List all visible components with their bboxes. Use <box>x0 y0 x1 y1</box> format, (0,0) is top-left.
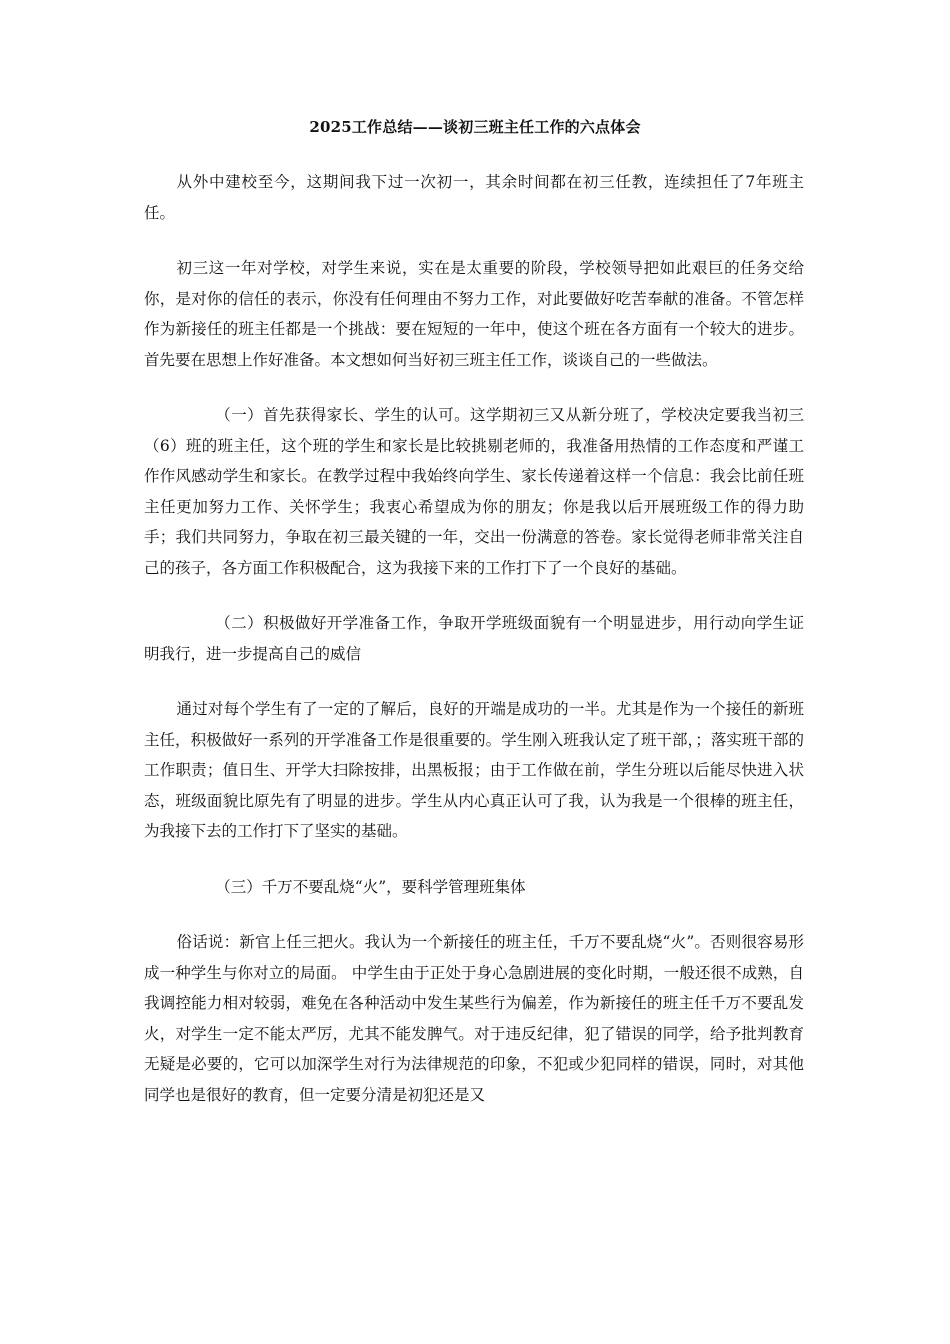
paragraph-point-three-heading: （三）千万不要乱烧“火”，要科学管理班集体 <box>215 877 526 896</box>
paragraph-point-two-body: 通过对每个学生有了一定的了解后，良好的开端是成功的一半。尤其是作为一个接任的新班主任，积极做好一系列的开学准备工作是很重要的。学生刚入班我认定了班干部，；落实班干部的工作职责；值日生、开学大扫除按排，出黑板报；由于工作做在前，学生分班以后能尽快进入状态，班级面貌比原先有了明显的进步。学生从内心真正认可了我，认为我是一个很棒的班主任，为我接下去的工作打下了坚实的基础。 <box>144 700 804 840</box>
paragraph-context: 初三这一年对学校，对学生来说，实在是太重要的阶段，学校领导把如此艰巨的任务交给你，是对你的信任的表示，你没有任何理由不努力工作，对此要做好吃苦奉献的准备。不管怎样作为新接任的班主任都是一个挑战：要在短短的一年中，使这个班在各方面有一个较大的进步。首先要在思想上作好准备。本文想如何当好初三班主任工作，谈谈自己的一些做法。 <box>144 259 804 369</box>
paragraph-point-two-heading: （二）积极做好开学准备工作，争取开学班级面貌有一个明显进步，用行动向学生证明我行，进一步提高自己的威信 <box>144 614 804 663</box>
document-title: 2025工作总结——谈初三班主任工作的六点体会 <box>309 118 641 136</box>
paragraph-point-one: （一）首先获得家长、学生的认可。这学期初三又从新分班了，学校决定要我当初三（6）班的班主任，这个班的学生和家长是比较挑剔老师的，我准备用热情的工作态度和严谨工作作风感动学生和家长。在教学过程中我始终向学生、家长传递着这样一个信息：我会比前任班主任更加努力工作、关怀学生；我衷心希望成为你的朋友；你是我以后开展班级工作的得力助手；我们共同努力，争取在初三最关键的一年，交出一份满意的答卷。家长觉得老师非常关注自己的孩子，各方面工作积极配合，这为我接下来的工作打下了一个良好的基础。 <box>144 406 804 577</box>
paragraph-point-three-body: 俗话说：新官上任三把火。我认为一个新接任的班主任，千万不要乱烧“火”。否则很容易形成一种学生与你对立的局面。 中学生由于正处于身心急剧进展的变化时期，一般还很不成熟，自我调控能力相对较弱，难免在各种活动中发生某些行为偏差，作为新接任的班主任千万不要乱发火，对学生一定不能太严厉，尤其不能发脾气。对于违反纪律，犯了错误的同学，给予批判教育无疑是必要的，它可以加深学生对行为法律规范的印象，不犯或少犯同样的错误，同时，对其他同学也是很好的教育，但一定要分清是初犯还是又 <box>144 933 804 1104</box>
document-body <box>144 167 804 1110</box>
paragraph-intro: 从外中建校至今，这期间我下过一次初一，其余时间都在初三任教，连续担任了7年班主任。 <box>144 173 804 222</box>
